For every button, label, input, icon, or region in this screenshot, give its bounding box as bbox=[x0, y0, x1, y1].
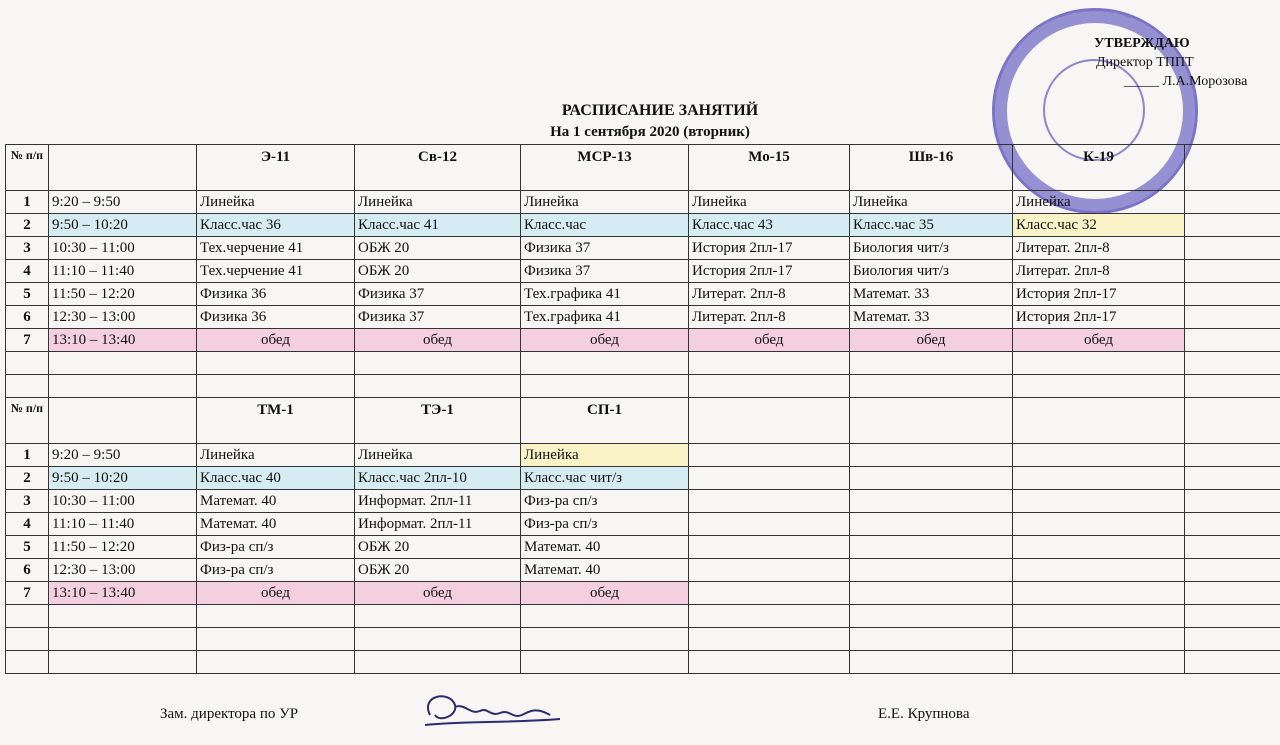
empty-cell bbox=[1013, 628, 1185, 651]
empty-cell bbox=[49, 651, 197, 674]
lesson-cell: Литерат. 2пл-8 bbox=[1013, 260, 1185, 283]
empty-cell bbox=[197, 375, 355, 398]
lesson-number: 6 bbox=[6, 306, 49, 329]
lesson-cell: Физ-ра сп/з bbox=[521, 490, 689, 513]
empty-cell bbox=[850, 352, 1013, 375]
empty-cell bbox=[521, 605, 689, 628]
lesson-cell: Математ. 40 bbox=[197, 513, 355, 536]
lesson-cell: ОБЖ 20 bbox=[355, 536, 521, 559]
lesson-cell bbox=[689, 467, 850, 490]
lesson-number: 1 bbox=[6, 444, 49, 467]
empty-row bbox=[6, 628, 1280, 651]
lesson-cell bbox=[1185, 559, 1280, 582]
lesson-cell: Физика 36 bbox=[197, 283, 355, 306]
lesson-number: 3 bbox=[6, 237, 49, 260]
lesson-number: 6 bbox=[6, 559, 49, 582]
lesson-number: 1 bbox=[6, 191, 49, 214]
lesson-cell bbox=[1185, 260, 1280, 283]
number-header: № п/п bbox=[6, 398, 49, 444]
approval-signatory: _____ Л.А.Морозова bbox=[1124, 74, 1248, 89]
empty-cell bbox=[6, 605, 49, 628]
lesson-time: 9:20 – 9:50 bbox=[49, 444, 197, 467]
empty-cell bbox=[521, 651, 689, 674]
lesson-cell: Класс.час чит/з bbox=[521, 467, 689, 490]
lesson-cell: История 2пл-17 bbox=[1013, 283, 1185, 306]
lesson-time: 12:30 – 13:00 bbox=[49, 559, 197, 582]
document-date: На 1 сентября 2020 (вторник) bbox=[550, 124, 750, 140]
group-header: МСР-13 bbox=[521, 145, 689, 191]
lesson-row bbox=[6, 260, 1280, 283]
lesson-cell: Математ. 40 bbox=[197, 490, 355, 513]
empty-cell bbox=[197, 352, 355, 375]
lesson-cell: История 2пл-17 bbox=[689, 260, 850, 283]
lesson-cell bbox=[1185, 444, 1280, 467]
lesson-time: 10:30 – 11:00 bbox=[49, 490, 197, 513]
lesson-cell: Класс.час 2пл-10 bbox=[355, 467, 521, 490]
group-header bbox=[689, 398, 850, 444]
lesson-number: 4 bbox=[6, 260, 49, 283]
lesson-cell: Линейка bbox=[355, 191, 521, 214]
lesson-cell bbox=[850, 559, 1013, 582]
empty-cell bbox=[1185, 375, 1280, 398]
lesson-cell: Линейка bbox=[521, 444, 689, 467]
group-header bbox=[1185, 145, 1280, 191]
lesson-time: 13:10 – 13:40 bbox=[49, 582, 197, 605]
lesson-cell bbox=[689, 490, 850, 513]
lesson-row bbox=[6, 237, 1280, 260]
lesson-cell: Физика 37 bbox=[355, 283, 521, 306]
empty-cell bbox=[6, 352, 49, 375]
lesson-time: 11:50 – 12:20 bbox=[49, 283, 197, 306]
lesson-time: 9:50 – 10:20 bbox=[49, 214, 197, 237]
lesson-cell bbox=[1185, 237, 1280, 260]
lesson-cell: ОБЖ 20 bbox=[355, 559, 521, 582]
lesson-cell: Класс.час bbox=[521, 214, 689, 237]
empty-cell bbox=[49, 628, 197, 651]
lesson-cell bbox=[1185, 191, 1280, 214]
lesson-time: 12:30 – 13:00 bbox=[49, 306, 197, 329]
lesson-number: 5 bbox=[6, 536, 49, 559]
lesson-cell bbox=[1013, 582, 1185, 605]
lesson-row bbox=[6, 283, 1280, 306]
time-header bbox=[49, 398, 197, 444]
lesson-time: 11:10 – 11:40 bbox=[49, 260, 197, 283]
lesson-cell: Тех.графика 41 bbox=[521, 306, 689, 329]
empty-cell bbox=[521, 352, 689, 375]
lesson-cell: Физ-ра сп/з bbox=[197, 536, 355, 559]
lesson-cell bbox=[1185, 329, 1280, 352]
group-header: Шв-16 bbox=[850, 145, 1013, 191]
lesson-cell: ОБЖ 20 bbox=[355, 237, 521, 260]
lesson-number: 7 bbox=[6, 582, 49, 605]
lesson-cell bbox=[1185, 490, 1280, 513]
lesson-cell: История 2пл-17 bbox=[1013, 306, 1185, 329]
lesson-cell: Линейка bbox=[355, 444, 521, 467]
empty-cell bbox=[850, 605, 1013, 628]
approval-position: Директор ТППТ bbox=[1096, 55, 1194, 70]
lesson-cell: Математ. 33 bbox=[850, 306, 1013, 329]
lesson-cell bbox=[689, 513, 850, 536]
empty-cell bbox=[850, 375, 1013, 398]
lesson-cell: Линейка bbox=[850, 191, 1013, 214]
lesson-cell: Физика 37 bbox=[521, 260, 689, 283]
lesson-row bbox=[6, 536, 1280, 559]
empty-row bbox=[6, 651, 1280, 674]
lesson-cell: Математ. 40 bbox=[521, 559, 689, 582]
lesson-cell: Класс.час 35 bbox=[850, 214, 1013, 237]
lesson-cell: Линейка bbox=[521, 191, 689, 214]
group-header: К-19 bbox=[1013, 145, 1185, 191]
lesson-cell: Математ. 40 bbox=[521, 536, 689, 559]
empty-cell bbox=[1013, 605, 1185, 628]
empty-cell bbox=[850, 651, 1013, 674]
lesson-cell bbox=[1013, 513, 1185, 536]
lesson-cell bbox=[1013, 559, 1185, 582]
lesson-cell: обед bbox=[521, 329, 689, 352]
lesson-cell: обед bbox=[1013, 329, 1185, 352]
empty-cell bbox=[197, 605, 355, 628]
empty-cell bbox=[1185, 628, 1280, 651]
lesson-cell bbox=[850, 444, 1013, 467]
lesson-cell bbox=[1013, 490, 1185, 513]
empty-row bbox=[6, 375, 1280, 398]
lesson-cell: Физ-ра сп/з bbox=[197, 559, 355, 582]
lesson-row bbox=[6, 329, 1280, 352]
lesson-cell: обед bbox=[689, 329, 850, 352]
lesson-time: 11:10 – 11:40 bbox=[49, 513, 197, 536]
empty-cell bbox=[6, 375, 49, 398]
lesson-cell: Линейка bbox=[689, 191, 850, 214]
empty-cell bbox=[355, 628, 521, 651]
lesson-cell: ОБЖ 20 bbox=[355, 260, 521, 283]
empty-cell bbox=[689, 352, 850, 375]
empty-cell bbox=[689, 605, 850, 628]
lesson-cell: обед bbox=[197, 582, 355, 605]
empty-cell bbox=[49, 375, 197, 398]
lesson-cell: Математ. 33 bbox=[850, 283, 1013, 306]
lesson-cell: История 2пл-17 bbox=[689, 237, 850, 260]
lesson-cell: Литерат. 2пл-8 bbox=[689, 283, 850, 306]
lesson-number: 3 bbox=[6, 490, 49, 513]
document-title: РАСПИСАНИЕ ЗАНЯТИЙ bbox=[561, 102, 759, 119]
empty-cell bbox=[1013, 375, 1185, 398]
lesson-row bbox=[6, 306, 1280, 329]
lesson-number: 4 bbox=[6, 513, 49, 536]
schedule-table bbox=[5, 144, 1280, 674]
empty-cell bbox=[6, 651, 49, 674]
lesson-cell: обед bbox=[850, 329, 1013, 352]
lesson-row bbox=[6, 490, 1280, 513]
lesson-cell: обед bbox=[521, 582, 689, 605]
lesson-cell: Физ-ра сп/з bbox=[521, 513, 689, 536]
lesson-cell bbox=[689, 559, 850, 582]
lesson-cell bbox=[1185, 536, 1280, 559]
empty-row bbox=[6, 352, 1280, 375]
empty-cell bbox=[1013, 651, 1185, 674]
empty-cell bbox=[1185, 352, 1280, 375]
lesson-time: 9:50 – 10:20 bbox=[49, 467, 197, 490]
group-header bbox=[1185, 398, 1280, 444]
lesson-row bbox=[6, 214, 1280, 237]
lesson-number: 5 bbox=[6, 283, 49, 306]
lesson-cell: Биология чит/з bbox=[850, 237, 1013, 260]
empty-cell bbox=[689, 651, 850, 674]
group-header bbox=[850, 398, 1013, 444]
lesson-cell: Класс.час 36 bbox=[197, 214, 355, 237]
header-row bbox=[6, 398, 1280, 444]
lesson-cell: Тех.графика 41 bbox=[521, 283, 689, 306]
empty-cell bbox=[1185, 605, 1280, 628]
lesson-row bbox=[6, 191, 1280, 214]
lesson-cell: Тех.черчение 41 bbox=[197, 260, 355, 283]
lesson-cell bbox=[1185, 513, 1280, 536]
group-header: Мо-15 bbox=[689, 145, 850, 191]
lesson-cell bbox=[850, 582, 1013, 605]
lesson-cell: Физика 36 bbox=[197, 306, 355, 329]
lesson-time: 10:30 – 11:00 bbox=[49, 237, 197, 260]
lesson-cell: Класс.час 40 bbox=[197, 467, 355, 490]
lesson-cell: Информат. 2пл-11 bbox=[355, 513, 521, 536]
lesson-cell bbox=[1185, 214, 1280, 237]
empty-cell bbox=[355, 352, 521, 375]
lesson-row bbox=[6, 513, 1280, 536]
lesson-cell: Литерат. 2пл-8 bbox=[1013, 237, 1185, 260]
lesson-cell bbox=[1185, 582, 1280, 605]
lesson-cell bbox=[850, 467, 1013, 490]
lesson-cell bbox=[850, 536, 1013, 559]
lesson-cell bbox=[1013, 467, 1185, 490]
empty-cell bbox=[355, 651, 521, 674]
lesson-cell: обед bbox=[355, 582, 521, 605]
empty-cell bbox=[1185, 651, 1280, 674]
group-header: ТЭ-1 bbox=[355, 398, 521, 444]
empty-cell bbox=[689, 375, 850, 398]
empty-cell bbox=[49, 352, 197, 375]
lesson-cell: Тех.черчение 41 bbox=[197, 237, 355, 260]
group-header: Э-11 bbox=[197, 145, 355, 191]
lesson-cell: Класс.час 32 bbox=[1013, 214, 1185, 237]
lesson-row bbox=[6, 467, 1280, 490]
lesson-time: 11:50 – 12:20 bbox=[49, 536, 197, 559]
lesson-number: 2 bbox=[6, 467, 49, 490]
empty-cell bbox=[850, 628, 1013, 651]
lesson-cell bbox=[850, 513, 1013, 536]
empty-cell bbox=[355, 375, 521, 398]
header-row bbox=[6, 145, 1280, 191]
empty-cell bbox=[689, 628, 850, 651]
lesson-cell bbox=[689, 444, 850, 467]
lesson-cell: Линейка bbox=[197, 191, 355, 214]
handwritten-signature bbox=[410, 685, 570, 737]
lesson-cell bbox=[1013, 444, 1185, 467]
lesson-number: 2 bbox=[6, 214, 49, 237]
empty-cell bbox=[521, 375, 689, 398]
lesson-cell: Литерат. 2пл-8 bbox=[689, 306, 850, 329]
lesson-row bbox=[6, 582, 1280, 605]
lesson-cell: Линейка bbox=[1013, 191, 1185, 214]
empty-cell bbox=[197, 651, 355, 674]
lesson-cell bbox=[1013, 536, 1185, 559]
lesson-cell: обед bbox=[197, 329, 355, 352]
lesson-time: 13:10 – 13:40 bbox=[49, 329, 197, 352]
lesson-row bbox=[6, 444, 1280, 467]
lesson-cell bbox=[1185, 306, 1280, 329]
lesson-cell: Информат. 2пл-11 bbox=[355, 490, 521, 513]
number-header: № п/п bbox=[6, 145, 49, 191]
lesson-cell bbox=[850, 490, 1013, 513]
group-header: ТМ-1 bbox=[197, 398, 355, 444]
time-header bbox=[49, 145, 197, 191]
lesson-cell: Физика 37 bbox=[521, 237, 689, 260]
lesson-cell: Линейка bbox=[197, 444, 355, 467]
lesson-cell bbox=[689, 536, 850, 559]
empty-cell bbox=[197, 628, 355, 651]
lesson-cell: Класс.час 43 bbox=[689, 214, 850, 237]
approval-block bbox=[1088, 34, 1278, 91]
empty-cell bbox=[6, 628, 49, 651]
approval-heading: УТВЕРЖДАЮ bbox=[1094, 36, 1190, 51]
footer-name: Е.Е. Крупнова bbox=[878, 706, 970, 722]
empty-cell bbox=[355, 605, 521, 628]
empty-cell bbox=[1013, 352, 1185, 375]
lesson-cell: Класс.час 41 bbox=[355, 214, 521, 237]
group-header bbox=[1013, 398, 1185, 444]
lesson-cell bbox=[689, 582, 850, 605]
empty-row bbox=[6, 605, 1280, 628]
lesson-row bbox=[6, 559, 1280, 582]
lesson-cell bbox=[1185, 283, 1280, 306]
group-header: Св-12 bbox=[355, 145, 521, 191]
lesson-cell: обед bbox=[355, 329, 521, 352]
lesson-number: 7 bbox=[6, 329, 49, 352]
lesson-cell: Физика 37 bbox=[355, 306, 521, 329]
empty-cell bbox=[521, 628, 689, 651]
lesson-cell: Биология чит/з bbox=[850, 260, 1013, 283]
lesson-time: 9:20 – 9:50 bbox=[49, 191, 197, 214]
group-header: СП-1 bbox=[521, 398, 689, 444]
empty-cell bbox=[49, 605, 197, 628]
footer-position: Зам. директора по УР bbox=[160, 706, 299, 722]
lesson-cell bbox=[1185, 467, 1280, 490]
